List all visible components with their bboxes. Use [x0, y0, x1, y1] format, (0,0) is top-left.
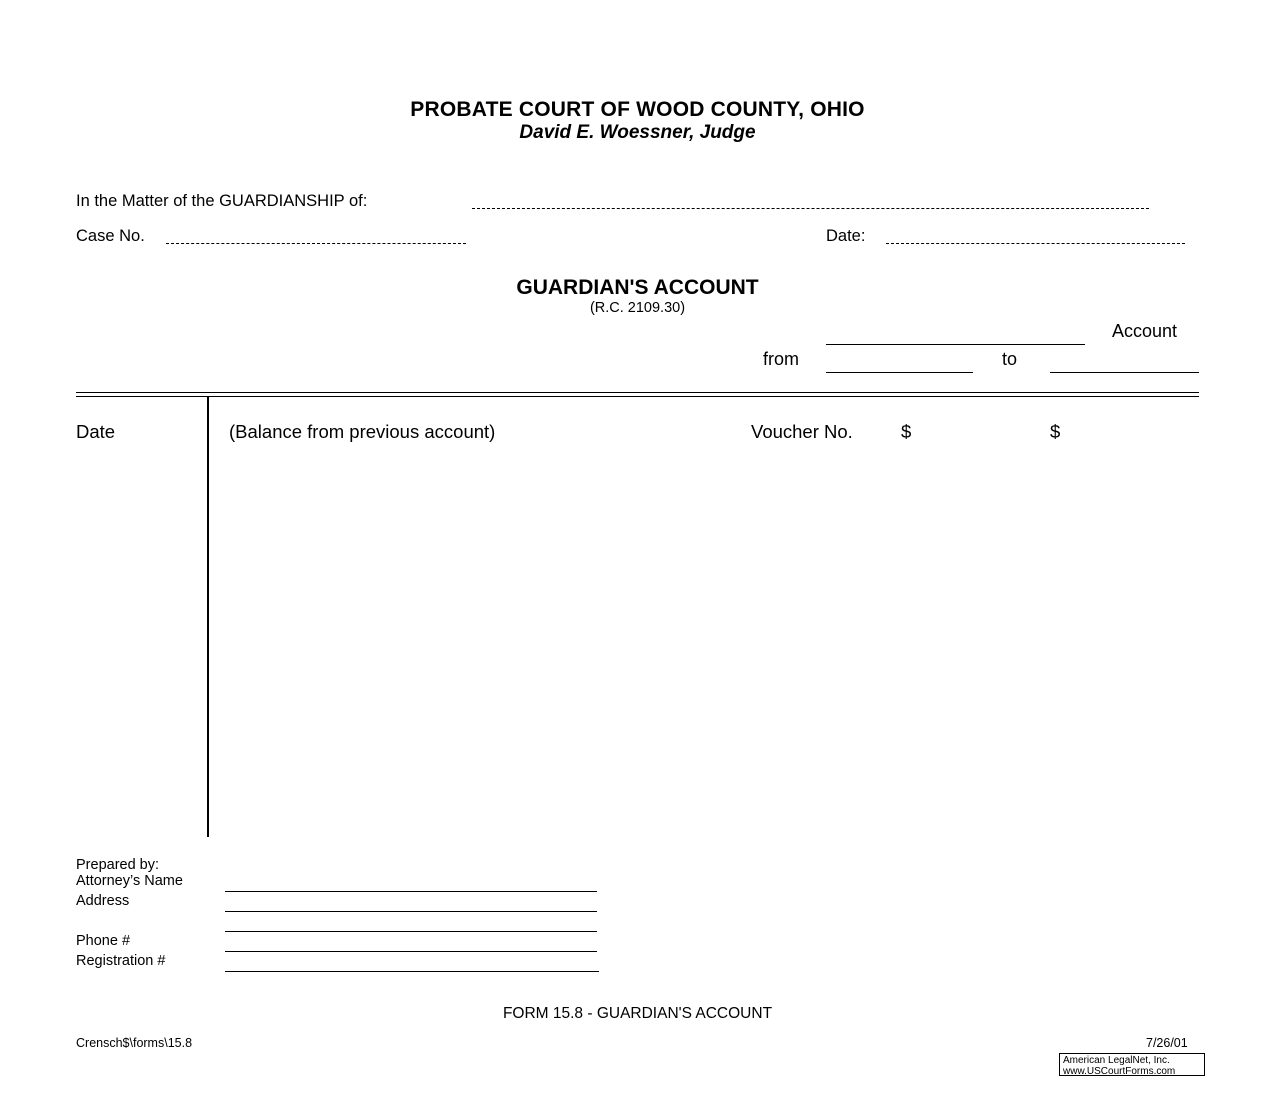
dollar-sign-column-2: $: [1050, 421, 1061, 442]
date-column-divider: [207, 397, 209, 837]
dollar-sign-column-1: $: [901, 421, 912, 442]
phone-label: Phone #: [76, 933, 131, 949]
from-label: from: [763, 349, 799, 369]
phone-field[interactable]: [225, 951, 597, 952]
to-label: to: [1002, 349, 1018, 369]
registration-field[interactable]: [225, 971, 599, 972]
address-field-line-2[interactable]: [225, 931, 597, 932]
registration-label: Registration #: [76, 953, 166, 969]
guardianship-label: In the Matter of the GUARDIANSHIP of:: [76, 192, 368, 210]
to-date-field[interactable]: [1050, 372, 1199, 373]
revision-date: 7/26/01: [1146, 1036, 1188, 1050]
form-title: GUARDIAN'S ACCOUNT: [516, 276, 759, 299]
account-number-field[interactable]: [826, 344, 1085, 345]
address-field-line-1[interactable]: [225, 911, 597, 912]
file-path: Crensch$\forms\15.8: [76, 1036, 193, 1050]
guardianship-name-field[interactable]: [472, 208, 1149, 209]
balance-label: (Balance from previous account): [229, 421, 496, 442]
attorney-name-label: Attorney’s Name: [76, 873, 183, 889]
publisher-name: American LegalNet, Inc.: [1063, 1055, 1170, 1066]
attorney-name-field[interactable]: [225, 891, 597, 892]
address-label: Address: [76, 893, 130, 909]
publisher-url: www.USCourtForms.com: [1063, 1066, 1176, 1077]
statute-reference: (R.C. 2109.30): [589, 300, 686, 316]
date-label: Date:: [826, 227, 866, 245]
date-field[interactable]: [886, 243, 1185, 244]
date-column-header: Date: [76, 421, 116, 442]
table-top-rule: [76, 392, 1199, 393]
table-top-rule-inner: [76, 396, 1199, 397]
court-title: PROBATE COURT OF WOOD COUNTY, OHIO: [410, 98, 865, 121]
form-footer-name: FORM 15.8 - GUARDIAN'S ACCOUNT: [502, 1005, 773, 1022]
account-label: Account: [1112, 321, 1178, 341]
prepared-by-label: Prepared by:: [76, 857, 160, 873]
case-no-field[interactable]: [166, 243, 466, 244]
publisher-stamp: [1059, 1053, 1205, 1076]
from-date-field[interactable]: [826, 372, 973, 373]
case-no-label: Case No.: [76, 227, 145, 245]
account-entries-area[interactable]: [210, 460, 1199, 835]
judge-name: David E. Woessner, Judge: [519, 122, 756, 143]
voucher-no-label: Voucher No.: [751, 421, 853, 442]
